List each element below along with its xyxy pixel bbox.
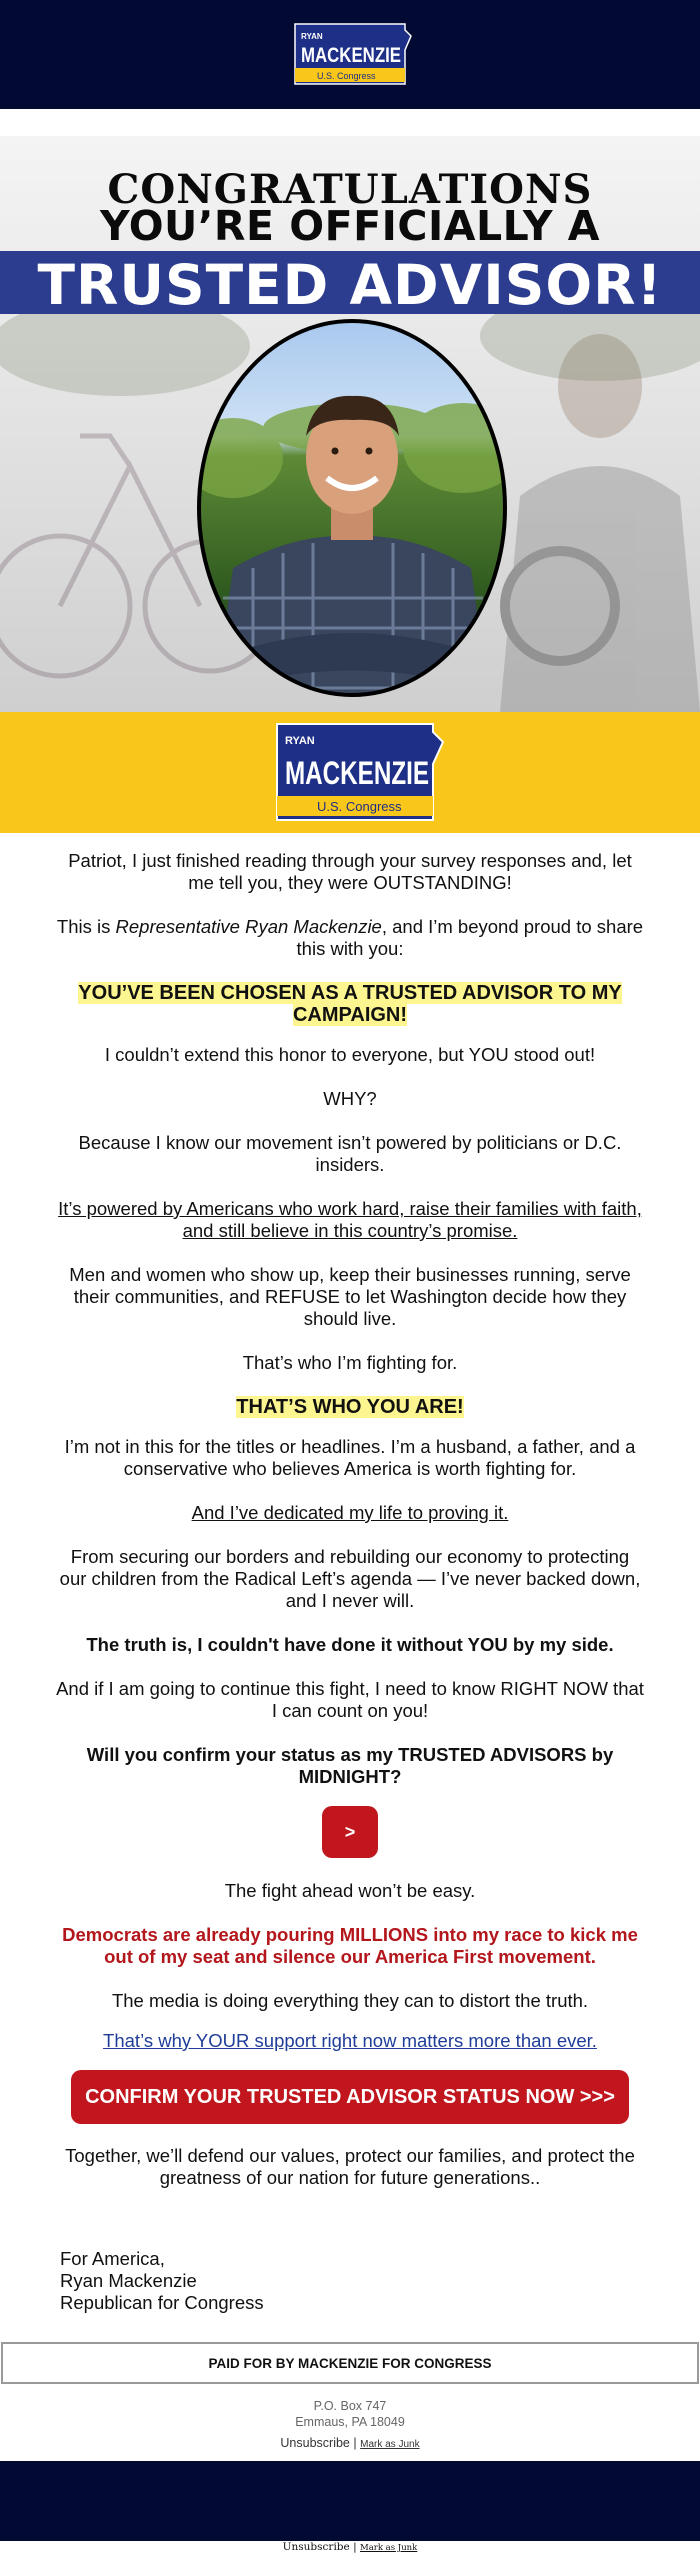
- media-paragraph: The media is doing everything they can to distort the truth.: [111, 1990, 589, 2011]
- fight-ahead-paragraph: The fight ahead won’t be easy.: [224, 1880, 476, 1901]
- confirm-arrow-button[interactable]: >: [322, 1806, 378, 1858]
- truth-paragraph: The truth is, I couldn't have done it without YOU by my side.: [86, 1634, 614, 1655]
- not-for-titles-paragraph: I’m not in this for the titles or headlines. I’m a husband, a father, and a conservative who believes America is worth fighting for.: [64, 1436, 636, 1479]
- logo-large-office: U.S. Congress: [317, 799, 402, 814]
- movement-paragraph: Because I know our movement isn’t powered by politicians or D.C. insiders.: [78, 1132, 622, 1175]
- intro-paragraph: Patriot, I just finished reading through your survey responses and, let me tell you, they were OUTSTANDING!: [68, 850, 632, 893]
- campaign-logo-small[interactable]: [287, 20, 413, 90]
- logo-large-last-name: MACKENZIE: [285, 755, 429, 791]
- men-and-women-paragraph: Men and women who show up, keep their businesses running, serve their communities, and REFUSE to let Washington decide how they should live.: [69, 1264, 631, 1329]
- democrats-millions-paragraph: Democrats are already pouring MILLIONS into my race to kick me out of my seat and silence our America First movement.: [62, 1924, 638, 1967]
- paid-for-disclaimer: PAID FOR BY MACKENZIE FOR CONGRESS: [1, 2342, 699, 2384]
- borders-paragraph: From securing our borders and rebuilding our economy to protecting our children from the Radical Left’s agenda — I’ve never backed down, and I never will.: [59, 1546, 641, 1611]
- rep-text-b: , and I’m beyond proud to share this with you:: [296, 916, 644, 959]
- bottom-unsubscribe-separator: |: [353, 2541, 357, 2553]
- unsubscribe-separator: |: [353, 2436, 357, 2450]
- bottom-unsubscribe-row: [0, 2541, 700, 2553]
- together-paragraph: Together, we’ll defend our values, protect our families, and protect the greatness of our nation for future generations..: [65, 2145, 635, 2188]
- count-on-you-paragraph: And if I am going to continue this fight, I need to know RIGHT NOW that I can count on you!: [56, 1678, 644, 1721]
- signature-name: Ryan Mackenzie: [60, 2270, 197, 2291]
- unsubscribe-row: [0, 2436, 700, 2450]
- rep-name-italic: Representative Ryan Mackenzie: [115, 916, 382, 937]
- hero-title-congratulations: CONGRATULATIONS: [107, 166, 593, 213]
- why-paragraph: WHY?: [323, 1088, 377, 1109]
- address-line-2: Emmaus, PA 18049: [295, 2415, 405, 2429]
- logo-large-first-name: RYAN: [285, 735, 315, 747]
- signature-closing: For America,: [60, 2248, 165, 2269]
- campaign-logo-large[interactable]: [273, 720, 449, 826]
- chosen-highlight: YOU’VE BEEN CHOSEN AS A TRUSTED ADVISOR TO MY CAMPAIGN!: [78, 982, 622, 1026]
- hero-title-officially: YOU’RE OFFICIALLY A: [99, 202, 601, 250]
- support-matters-link-wrap: [55, 2030, 645, 2052]
- confirm-status-question: Will you confirm your status as my TRUSTED ADVISORS by MIDNIGHT?: [86, 1744, 614, 1787]
- candidate-portrait: [193, 318, 511, 712]
- signature-title: Republican for Congress: [60, 2292, 264, 2313]
- hero-banner: [0, 136, 700, 712]
- dedicated-life-paragraph: And I’ve dedicated my life to proving it.: [191, 1502, 509, 1523]
- rep-text-a: This is: [56, 916, 116, 937]
- email-body: [55, 850, 645, 1810]
- powered-by-americans-paragraph: It’s powered by Americans who work hard, raise their families with faith, and still believe in this country’s promise.: [58, 1198, 642, 1241]
- thats-you-paragraph: [55, 1396, 645, 1418]
- unsubscribe-link[interactable]: Unsubscribe: [280, 2436, 350, 2450]
- bottom-mark-as-junk-link[interactable]: Mark as Junk: [359, 2543, 418, 2553]
- bottom-unsubscribe-link[interactable]: Unsubscribe: [282, 2541, 350, 2553]
- bottom-footer-band: [0, 2461, 700, 2541]
- hero-title-trusted-advisor: TRUSTED ADVISOR!: [37, 253, 663, 317]
- support-matters-link[interactable]: That’s why YOUR support right now matters more than ever.: [103, 2030, 597, 2051]
- extend-honor-paragraph: I couldn’t extend this honor to everyone, but YOU stood out!: [104, 1044, 596, 1065]
- logo-small-office: U.S. Congress: [317, 71, 376, 81]
- address-line-1: P.O. Box 747: [313, 2399, 387, 2413]
- logo-small-first-name: RYAN: [301, 32, 323, 41]
- mark-as-junk-link[interactable]: Mark as Junk: [360, 2439, 420, 2450]
- confirm-trusted-advisor-cta-button[interactable]: CONFIRM YOUR TRUSTED ADVISOR STATUS NOW >>>: [71, 2070, 629, 2124]
- representative-paragraph: [55, 916, 645, 960]
- mailing-address: [0, 2398, 700, 2430]
- signature-block: [60, 2248, 264, 2314]
- chosen-paragraph: [55, 982, 645, 1026]
- thats-you-highlight: THAT’S WHO YOU ARE!: [236, 1396, 464, 1418]
- fighting-for-paragraph: That’s who I’m fighting for.: [242, 1352, 458, 1373]
- logo-small-last-name: MACKENZIE: [301, 44, 401, 67]
